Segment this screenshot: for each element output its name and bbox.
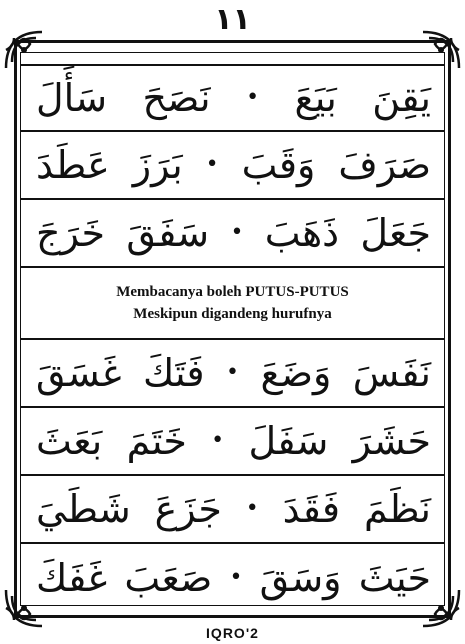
arabic-word: وَسَقَ bbox=[259, 556, 342, 600]
word-row bbox=[20, 476, 445, 544]
arabic-word: فَقَدَ bbox=[282, 487, 341, 531]
separator-dot: • bbox=[205, 152, 219, 177]
separator-dot: • bbox=[229, 565, 243, 590]
separator-dot: • bbox=[211, 428, 225, 453]
arabic-word: بَيَعَ bbox=[294, 76, 337, 120]
arabic-word: خَتَمَ bbox=[126, 419, 187, 463]
separator-dot: • bbox=[245, 496, 259, 521]
arabic-word: حَيَثَ bbox=[358, 556, 431, 600]
arabic-word: بَرَزَ bbox=[132, 143, 183, 187]
arabic-word: ذَهَبَ bbox=[264, 211, 340, 255]
arabic-word: وَقَبَ bbox=[241, 143, 316, 187]
arabic-word: شَطَيَ bbox=[36, 487, 131, 531]
book-title-footer: IQRO'2 bbox=[206, 625, 259, 641]
arabic-word: نَصَحَ bbox=[142, 76, 211, 120]
instruction-line: Membacanya boleh PUTUS-PUTUS bbox=[116, 284, 349, 300]
instruction-note bbox=[20, 268, 445, 340]
arabic-word: جَعَلَ bbox=[360, 211, 431, 255]
arabic-word: صَعَبَ bbox=[124, 556, 213, 600]
arabic-word: فَتَكَ bbox=[142, 351, 205, 395]
arabic-word: جَزَعَ bbox=[154, 487, 222, 531]
word-row bbox=[20, 132, 445, 200]
arabic-word: وَضَعَ bbox=[260, 351, 332, 395]
arabic-word: غَسَقَ bbox=[36, 351, 122, 395]
word-row bbox=[20, 544, 445, 612]
word-row bbox=[20, 408, 445, 476]
arabic-word: صَرَفَ bbox=[338, 143, 431, 187]
arabic-word: سَفَلَ bbox=[248, 419, 329, 463]
arabic-word: نَظَمَ bbox=[363, 487, 431, 531]
word-row bbox=[20, 64, 445, 132]
arabic-word: غَفَكَ bbox=[36, 556, 108, 600]
word-grid bbox=[20, 64, 445, 612]
arabic-word: سَأَلَ bbox=[36, 76, 108, 120]
page-number: ١١ bbox=[214, 2, 251, 37]
word-row bbox=[20, 200, 445, 268]
arabic-word: حَشَرَ bbox=[352, 419, 431, 463]
arabic-word: عَطَدَ bbox=[36, 143, 110, 187]
arabic-word: بَعَثَ bbox=[36, 419, 103, 463]
separator-dot: • bbox=[226, 360, 240, 385]
separator-dot: • bbox=[230, 220, 244, 245]
arabic-word: يَقِنَ bbox=[372, 76, 431, 120]
word-row bbox=[20, 340, 445, 408]
arabic-word: خَرَجَ bbox=[36, 211, 106, 255]
arabic-word: نَفَسَ bbox=[352, 351, 431, 395]
arabic-word: سَفَقَ bbox=[126, 211, 210, 255]
instruction-line: Meskipun digandeng hurufnya bbox=[133, 306, 332, 322]
separator-dot: • bbox=[246, 85, 260, 110]
